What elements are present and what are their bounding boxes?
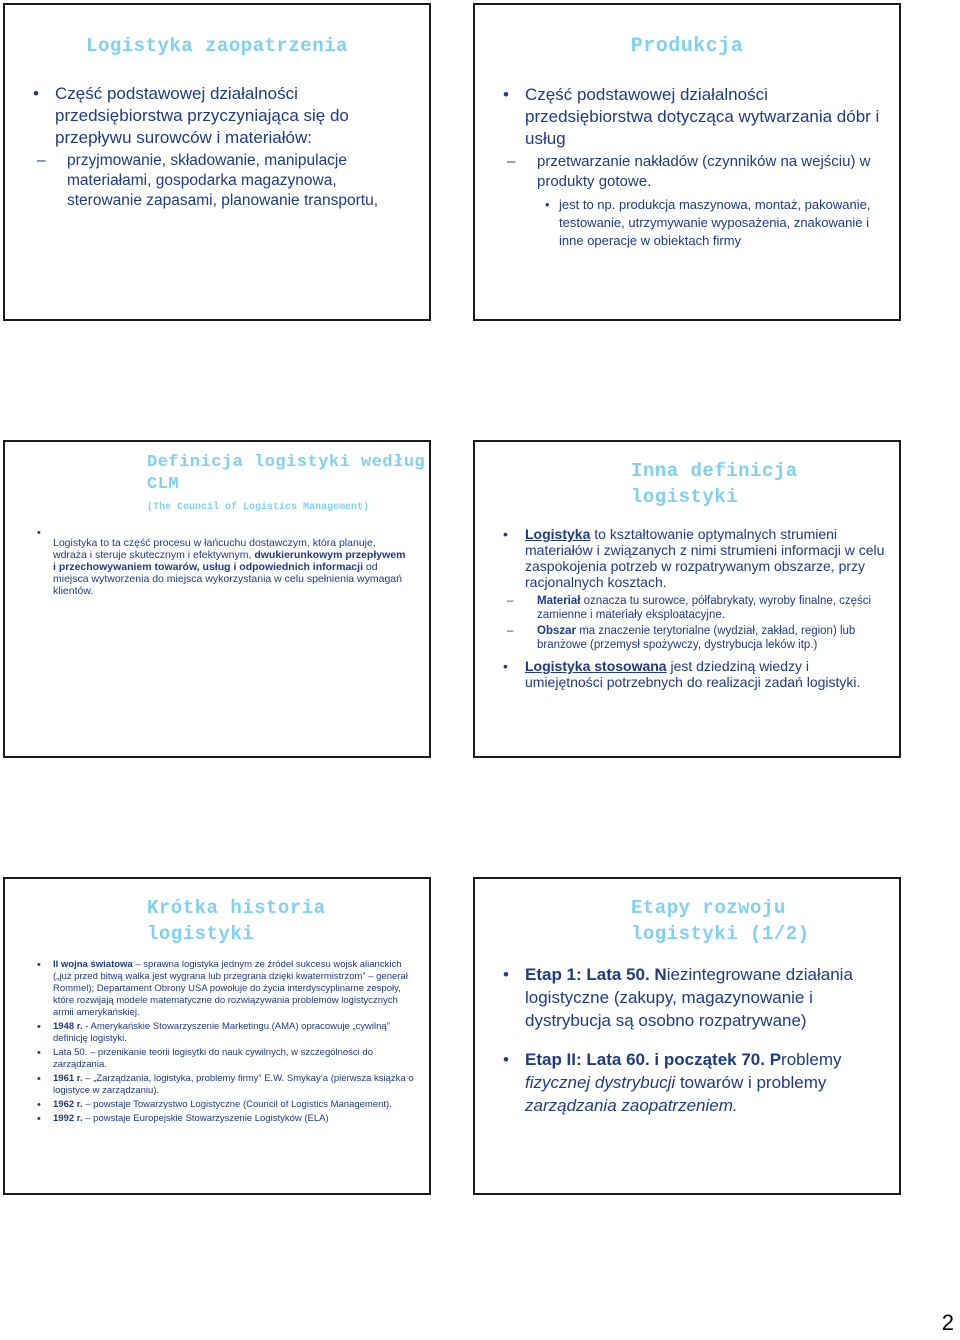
history-item: • Lata 50. – przenikanie teorii logisytki do nauk cywilnych, w szczególności do zarządzania. <box>31 1047 415 1071</box>
bullet-item: • Etap II: Lata 60. i początek 70. Problemy fizycznej dystrybucji towarów i problemy zarządzania zaopatrzeniem. <box>501 1048 885 1117</box>
slide-subtitle: (The Council of Logistics Management) <box>147 502 370 513</box>
bullet-item: • Część podstawowej działalności przedsiębiorstwa przyczyniająca się do przepływu surowców i materiałów: <box>31 83 413 149</box>
sub-bullet-item: – Obszar ma znaczenie terytorialne (wydział, zakład, region) lub branżowe (przemysł spożywczy, dystrybucja leków itp.) <box>501 624 885 652</box>
history-item: • 1948 r. - Amerykańskie Stowarzyszenie Marketingu (AMA) opracowuje „cywilną” definicję logistyki. <box>31 1021 415 1045</box>
slide-etapy-rozwoju <box>473 877 901 1195</box>
bullet-item: • Logistyka stosowana jest dziedziną wiedzy i umiejętności potrzebnych do realizacji zadań logistyki. <box>501 658 885 690</box>
history-item: • 1992 r. – powstaje Europejskie Stowarzyszenie Logistyków (ELA) <box>31 1113 415 1125</box>
bullet-item: • Logistyka to kształtowanie optymalnych strumieni materiałów i związanych z nimi strumieni informacji w celu zaspokojenia potrzeb w rozpatrywanym obszarze, przy racjonalnych kosztach. <box>501 526 885 590</box>
history-item: • 1962 r. – powstaje Towarzystwo Logistyczne (Council of Logistics Management). <box>31 1099 415 1111</box>
sub-bullet-item: – Materiał oznacza tu surowce, półfabrykaty, wyroby finalne, części zamienne i materiały eksploatacyjne. <box>501 594 885 622</box>
slide-title: Definicja logistyki według CLM <box>147 453 426 494</box>
slide-title: Inna definicja logistyki <box>631 460 798 508</box>
bullet-item: • Logistyka to ta część procesu w łańcuchu dostawczym, która planuje, wdraża i steruje skutecznym i efektywnym, dwukierunkowym przepływem i przechowywaniem towarów, usług i odpowiednich informacji od miejsca wytworzenia do miejsca wykorzystania w celu spełnienia wymagań klientów. <box>31 527 409 597</box>
history-item: • 1961 r. – „Zarządzania, logistyka, problemy firmy” E.W. Smykay’a (pierwsza książka o logistyce w zarządzaniu). <box>31 1073 415 1097</box>
sub-bullet-item: – przetwarzanie nakładów (czynników na wejściu) w produkty gotowe. <box>501 152 885 192</box>
slide-produkcja <box>473 3 901 321</box>
bullet-item: • Część podstawowej działalności przedsiębiorstwa dotycząca wytwarzania dóbr i usług <box>501 84 885 150</box>
slide-title: Etapy rozwoju logistyki (1/2) <box>631 897 810 945</box>
slide-krotka-historia <box>3 877 431 1195</box>
slide-inna-definicja <box>473 440 901 758</box>
bullet-item: • Etap 1: Lata 50. Niezintegrowane działania logistyczne (zakupy, magazynowanie i dystrybucja są osobno rozpatrywane) <box>501 963 885 1032</box>
sub-sub-bullet-item: • jest to np. produkcja maszynowa, montaż, pakowanie, testowanie, utrzymywanie wyposażenia, znakowanie i inne operacje w obiektach firmy <box>537 196 885 250</box>
slide-definicja-clm <box>3 440 431 758</box>
slide-title: Logistyka zaopatrzenia <box>86 35 348 57</box>
slide-logistyka-zaopatrzenia <box>3 3 431 321</box>
slide-title: Krótka historia logistyki <box>147 897 326 945</box>
history-item: • II wojna światowa – sprawna logistyka jednym ze źródeł sukcesu wojsk alianckich („już przed bitwą walka jest wygrana lub przegrana dzięki kwatermistrzom” – generał Rommel); Departament Obrony USA powołuje do życia interdyscyplinarne zespoły, które rozwijają modele matematyczne do rozwiązywania problemów logistycznych armii amerykańskiej. <box>31 959 415 1019</box>
page-number: 2 <box>941 1310 954 1335</box>
slide-title: Produkcja <box>630 35 744 58</box>
sub-bullet-item: – przyjmowanie, składowanie, manipulacje materiałami, gospodarka magazynowa, sterowanie zapasami, planowanie transportu, <box>31 151 413 211</box>
